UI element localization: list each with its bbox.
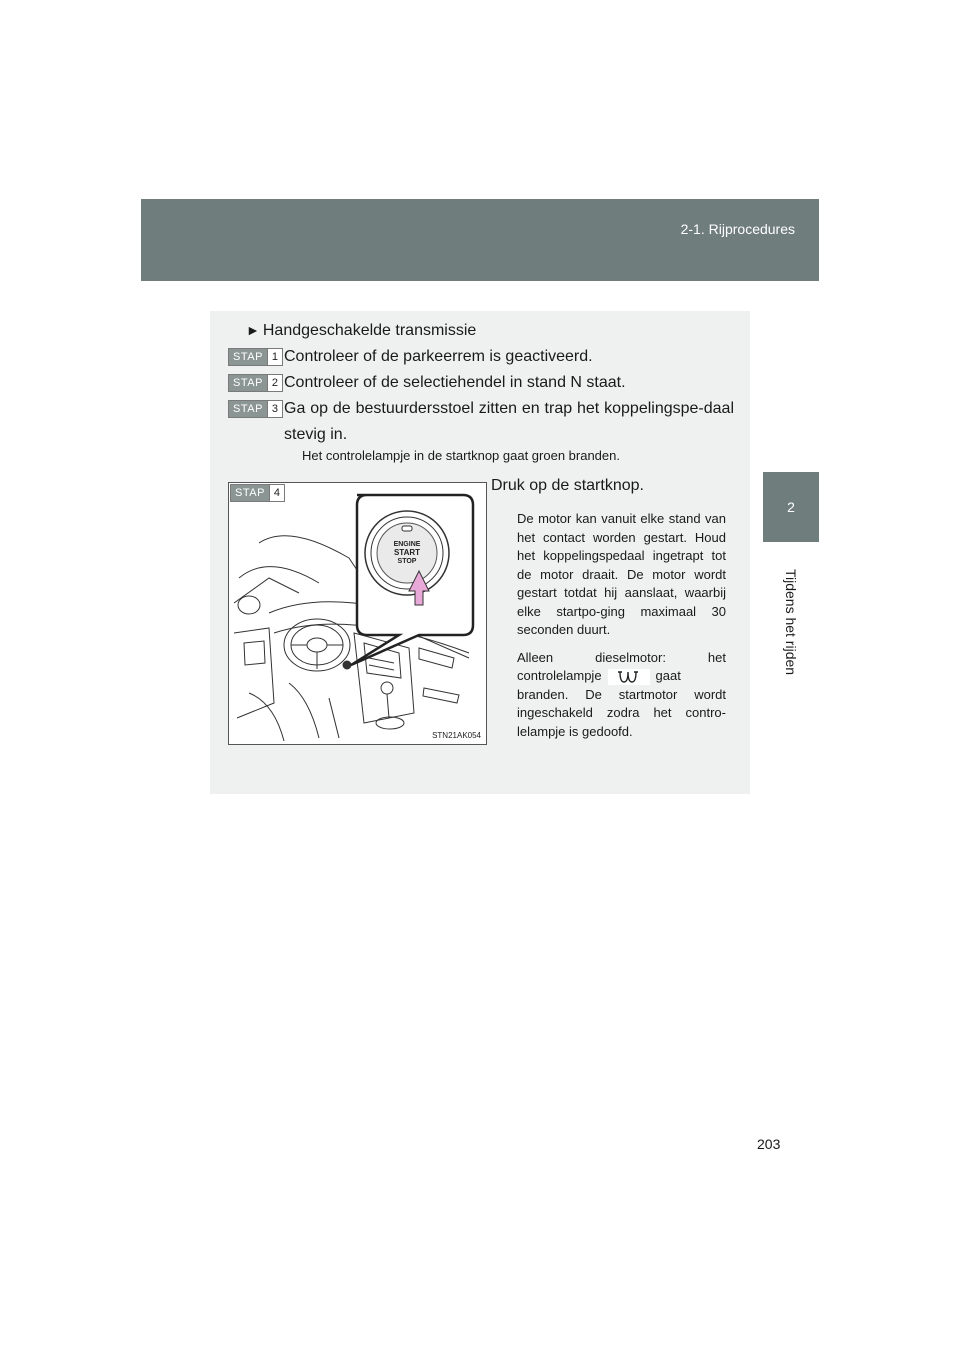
step-badge-number: 4 (269, 485, 284, 501)
glow-plug-indicator-icon (608, 669, 650, 685)
engine-start-illustration (228, 482, 487, 745)
step-4-body (517, 510, 726, 750)
chapter-tab-label (763, 542, 819, 702)
button-label-engine: ENGINE (393, 541, 421, 548)
step-4-paragraph-1: De motor kan vanuit elke stand van het contact worden gestart. Houd het koppelingspedaal ingetrapt tot de motor draait. De motor wordt gestart totdat hij aanslaat, waarbij elke startpo-ging maximaal 30 seconden duurt. (517, 511, 726, 637)
button-label-stop: STOP (397, 558, 417, 565)
procedure-heading-text: Handgeschakelde transmissie (262, 322, 477, 339)
step-4-paragraph-2-end: gaat branden. De startmotor wordt ingeschakeld zodra het contro-lelampje is gedoofd. (517, 668, 726, 739)
button-label-start: START (393, 548, 421, 557)
chapter-tab-label-text: Tijdens het rijden (783, 568, 799, 676)
step-1-text: Controleer of de parkeerrem is geactiveerd. (284, 348, 593, 365)
step-badge-label: STAP (229, 401, 267, 417)
step-4-paragraph-2-start: Alleen dieselmotor: het controlelampje (517, 649, 726, 683)
start-stop-button-icon (365, 511, 449, 595)
step-3-text: Ga op de bestuurdersstoel zitten en trap het koppelingspe-daal stevig in. (284, 400, 734, 443)
procedure-box (210, 311, 750, 794)
step-3-note: Het controlelampje in de startknop gaat groen branden. (302, 448, 620, 463)
step-4-paragraph-2 (517, 649, 726, 742)
step-badge-label: STAP (231, 485, 269, 501)
step-4-title: Druk op de startknop. (491, 477, 644, 494)
step-badge-number: 3 (267, 401, 282, 417)
step-badge-3 (228, 400, 283, 418)
step-badge-2 (228, 374, 283, 392)
step-2-text: Controleer of de selectiehendel in stand N staat. (284, 374, 626, 391)
step-badge-number: 1 (267, 349, 282, 365)
step-badge-label: STAP (229, 375, 267, 391)
step-badge-number: 2 (267, 375, 282, 391)
step-badge-label: STAP (229, 349, 267, 365)
section-header-band (141, 199, 819, 281)
section-title: 2-1. Rijprocedures (680, 221, 795, 237)
page-number: 203 (757, 1136, 781, 1152)
car-interior-drawing (229, 483, 486, 744)
triangle-marker-icon: ► (246, 322, 260, 338)
procedure-heading (246, 322, 476, 340)
illustration-code: STN21AK054 (432, 731, 481, 740)
step-badge-1 (228, 348, 283, 366)
chapter-tab-number: 2 (763, 472, 819, 542)
